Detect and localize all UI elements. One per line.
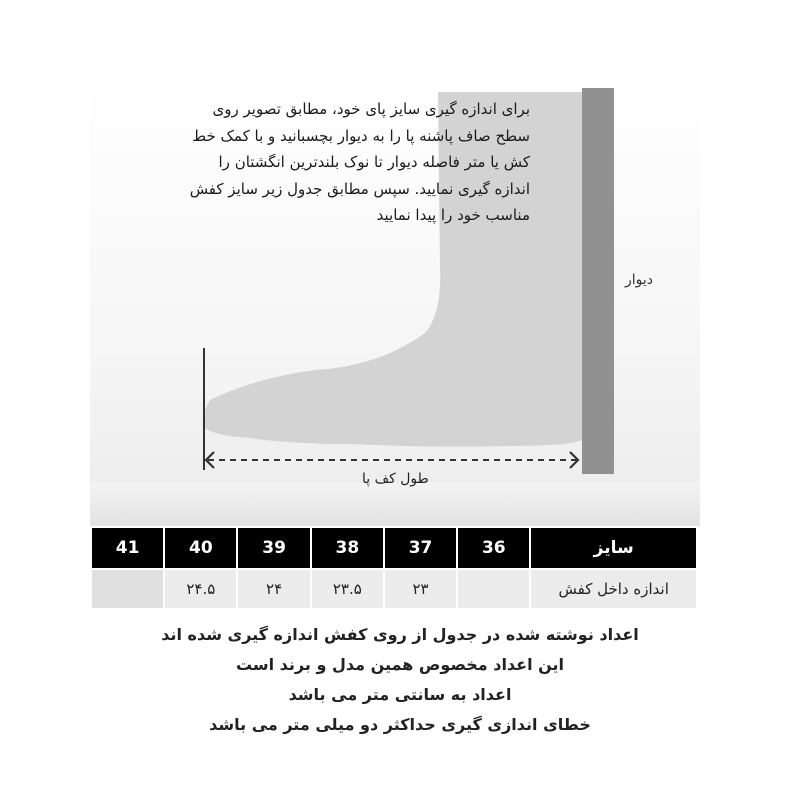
size-table (90, 526, 698, 610)
length-cell (458, 570, 529, 608)
length-cell: ۲۳.۵ (312, 570, 383, 608)
length-cell: ۲۴ (238, 570, 309, 608)
instructions-text: برای اندازه گیری سایز پای خود، مطابق تصویر روی سطح صاف پاشنه پا را به دیوار بچسبانید و با کمک خط کش یا متر فاصله دیوار تا نوک بلندترین انگشتان را اندازه گیری نمایید. سپس مطابق جدول زیر سایز کفش مناسب خود را پیدا نمایید (189, 100, 530, 224)
note-line: اعداد به سانتی متر می باشد (288, 685, 512, 704)
wall (582, 88, 614, 474)
length-cell: ۲۴.۵ (165, 570, 236, 608)
notes (0, 620, 800, 740)
note-line: اعداد نوشته شده در جدول از روی کفش اندازه گیری شده اند (161, 625, 639, 644)
size-cell: 40 (165, 528, 236, 568)
length-cell: ۲۳ (385, 570, 456, 608)
size-cell: 37 (385, 528, 456, 568)
length-cell (92, 570, 163, 608)
size-cell: 36 (458, 528, 529, 568)
wall-label: دیوار (625, 272, 654, 288)
inner-length-row (92, 570, 696, 608)
note-line: خطای اندازی گیری حداکثر دو میلی متر می باشد (209, 715, 591, 734)
foot-length-label: طول کف پا (362, 471, 429, 487)
size-header-row (92, 528, 696, 568)
size-cell: 41 (92, 528, 163, 568)
size-header-label: سایز (531, 528, 696, 568)
note-line: این اعداد مخصوص همین مدل و برند است (235, 655, 565, 674)
size-cell: 38 (312, 528, 383, 568)
size-cell: 39 (238, 528, 309, 568)
inner-length-label: اندازه داخل کفش (531, 570, 696, 608)
